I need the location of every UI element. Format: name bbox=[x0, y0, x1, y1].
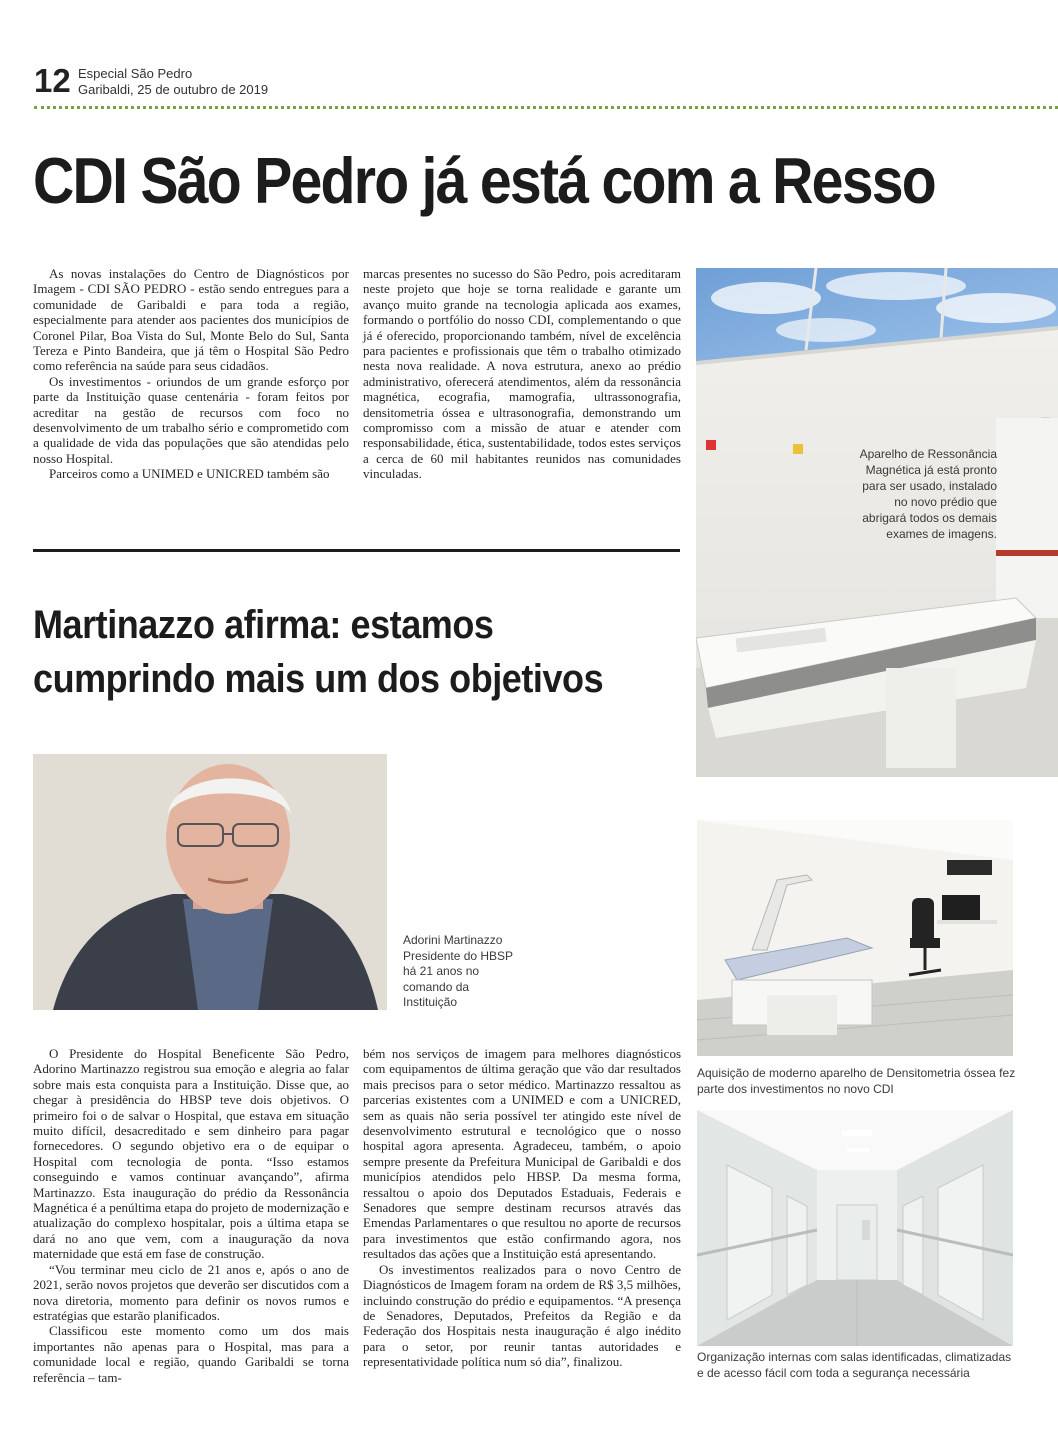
intro-column-2 bbox=[363, 266, 681, 482]
densitometry-room-photo bbox=[697, 820, 1013, 1056]
issue-date: Garibaldi, 25 de outubro de 2019 bbox=[78, 82, 269, 97]
story-paragraph: Classificou este momento como um dos mais importantes não apenas para o Hospital, mas para a comunidade local e região, quando Garibaldi se torna referência – tam- bbox=[33, 1323, 349, 1385]
sub-headline: Martinazzo afirma: estamos cumprindo mais um dos objetivos bbox=[33, 603, 604, 701]
page-number: 12 bbox=[34, 62, 71, 99]
intro-paragraph: marcas presentes no sucesso do São Pedro, pois acreditaram neste projeto que hoje se torna realidade e garante um avanço muito grande na tecnologia aplicada aos exames, formando o portfólio do nosso CDI, complementando o que já é oferecido, proporcionando também, nível de excelência para pacientes e profissionais que têm o trabalho otimizado nesta nova realidade. A nova estrutura, anexo ao prédio administrativo, oferecerá atendimentos, além da ressonância magnética, ecografia, mamografia, ultrassonografia, densitometria óssea e ultrasonografia, demonstrando um compromisso com a missão de atuar e atender com responsabilidade, ética, sustentabilidade, todos estes serviços a cerca de 60 mil habitantes reunidos nas comunidades vinculadas. bbox=[363, 266, 681, 482]
corridor-photo bbox=[697, 1110, 1013, 1346]
main-headline: CDI São Pedro já está com a Resso bbox=[33, 144, 935, 217]
story-column-1 bbox=[33, 1046, 349, 1385]
intro-column-1 bbox=[33, 266, 349, 482]
intro-paragraph: As novas instalações do Centro de Diagnósticos por Imagem - CDI SÃO PEDRO - estão sendo entregues para a comunidade de Garibaldi e para toda a região, especialmente para atender aos pacientes dos municípios de Coronel Pilar, Boa Vista do Sul, Monte Belo do Sul, Santa Tereza e Pinto Bandeira, que já têm o Hospital São Pedro como referência na saúde para seus cidadãos. bbox=[33, 266, 349, 374]
section-divider bbox=[33, 549, 680, 552]
story-paragraph: bém nos serviços de imagem para melhores diagnósticos com equipamentos de última geração que vão dar resultados mais precisos para o setor médico. Martinazzo ressaltou as parcerias existentes com a UNIMED e com a UNICRED, sem as quais não seria possível ter atingido este nível de desenvolvimento estrutural e tecnológico que o nosso hospital agora apresenta. Agradeceu, também, o apoio sempre presente da Prefeitura Municipal de Garibaldi e dos municípios atendidos pelo HBSP. Da mesma forma, ressaltou o apoio dos Deputados Estaduais, Federais e Senadores que sempre destinam recursos através das Emendas Parlamentares o que resultou no aporte de recursos para investimentos que estão confirmando agora, nos resultados das ações que a Instituição está apresentando. bbox=[363, 1046, 681, 1262]
president-portrait-photo bbox=[33, 754, 387, 1010]
mri-photo-caption: Aparelho de Ressonância Magnética já está pronto para ser usado, instalado no novo prédio que abrigará todos os demais exames de imagens. bbox=[859, 447, 997, 541]
story-paragraph: “Vou terminar meu ciclo de 21 anos e, após o ano de 2021, serão novos projetos que deverão ser discutidos com a nova diretoria, momento para definir os novos rumos e estratégias que estarão planificados. bbox=[33, 1261, 349, 1323]
intro-paragraph: Parceiros como a UNIMED e UNICRED também são bbox=[49, 466, 330, 482]
densitometry-photo-caption: Aquisição de moderno aparelho de Densitometria óssea fez parte dos investimentos no novo CDI bbox=[697, 1066, 1016, 1096]
intro-paragraph: Os investimentos - oriundos de um grande esforço por parte da Instituição quase centenária - foram feitos por acreditar na gestão de recursos com foco no desenvolvimento de um trabalho sério e comprometido com a qualidade de vida das populações que são atendidas pelo nosso Hospital. bbox=[33, 373, 349, 466]
section-name: Especial São Pedro bbox=[78, 66, 193, 81]
story-column-2 bbox=[363, 1046, 681, 1370]
portrait-caption: Adorini Martinazzo Presidente do HBSP há 21 anos no comando da Instituição bbox=[403, 933, 513, 1009]
story-paragraph: Os investimentos realizados para o novo Centro de Diagnósticos de Imagem foram na ordem de R$ 3,5 milhões, incluindo construção do prédio e equipamentos. “A presença de Senadores, Deputados, Prefeitos da Região e da Federação dos Hospitais nesta inauguração é algo inédito para o setor, por reunir tantas autoridades e representatividade política num só dia”, finalizou. bbox=[363, 1261, 681, 1370]
header-dotted-rule bbox=[34, 106, 1058, 109]
corridor-photo-caption: Organização internas com salas identificadas, climatizadas e de acesso fácil com toda a segurança necessária bbox=[697, 1350, 1012, 1380]
story-paragraph: O Presidente do Hospital Beneficente São Pedro, Adorino Martinazzo registrou sua emoção e alegria ao falar sobre mais esta conquista para a Instituição. Disse que, ao chegar à presidência do HBSP teve dois objetivos. O primeiro foi o de salvar o Hospital, que estava em situação muito difícil, desacreditado e sem dinheiro para pagar fornecedores. O segundo objetivo era o de equipar o Hospital com tecnologia de ponta. “Isso estamos conseguindo e vamos continuar avançando”, afirma Martinazzo. Esta inauguração do prédio da Ressonância Magnética é a penúltima etapa do projeto de modernização e atualização do complexo hospitalar, pois a última etapa se dará no ano que vem, com a inauguração da nova maternidade que está em fase de construção. bbox=[33, 1046, 349, 1262]
